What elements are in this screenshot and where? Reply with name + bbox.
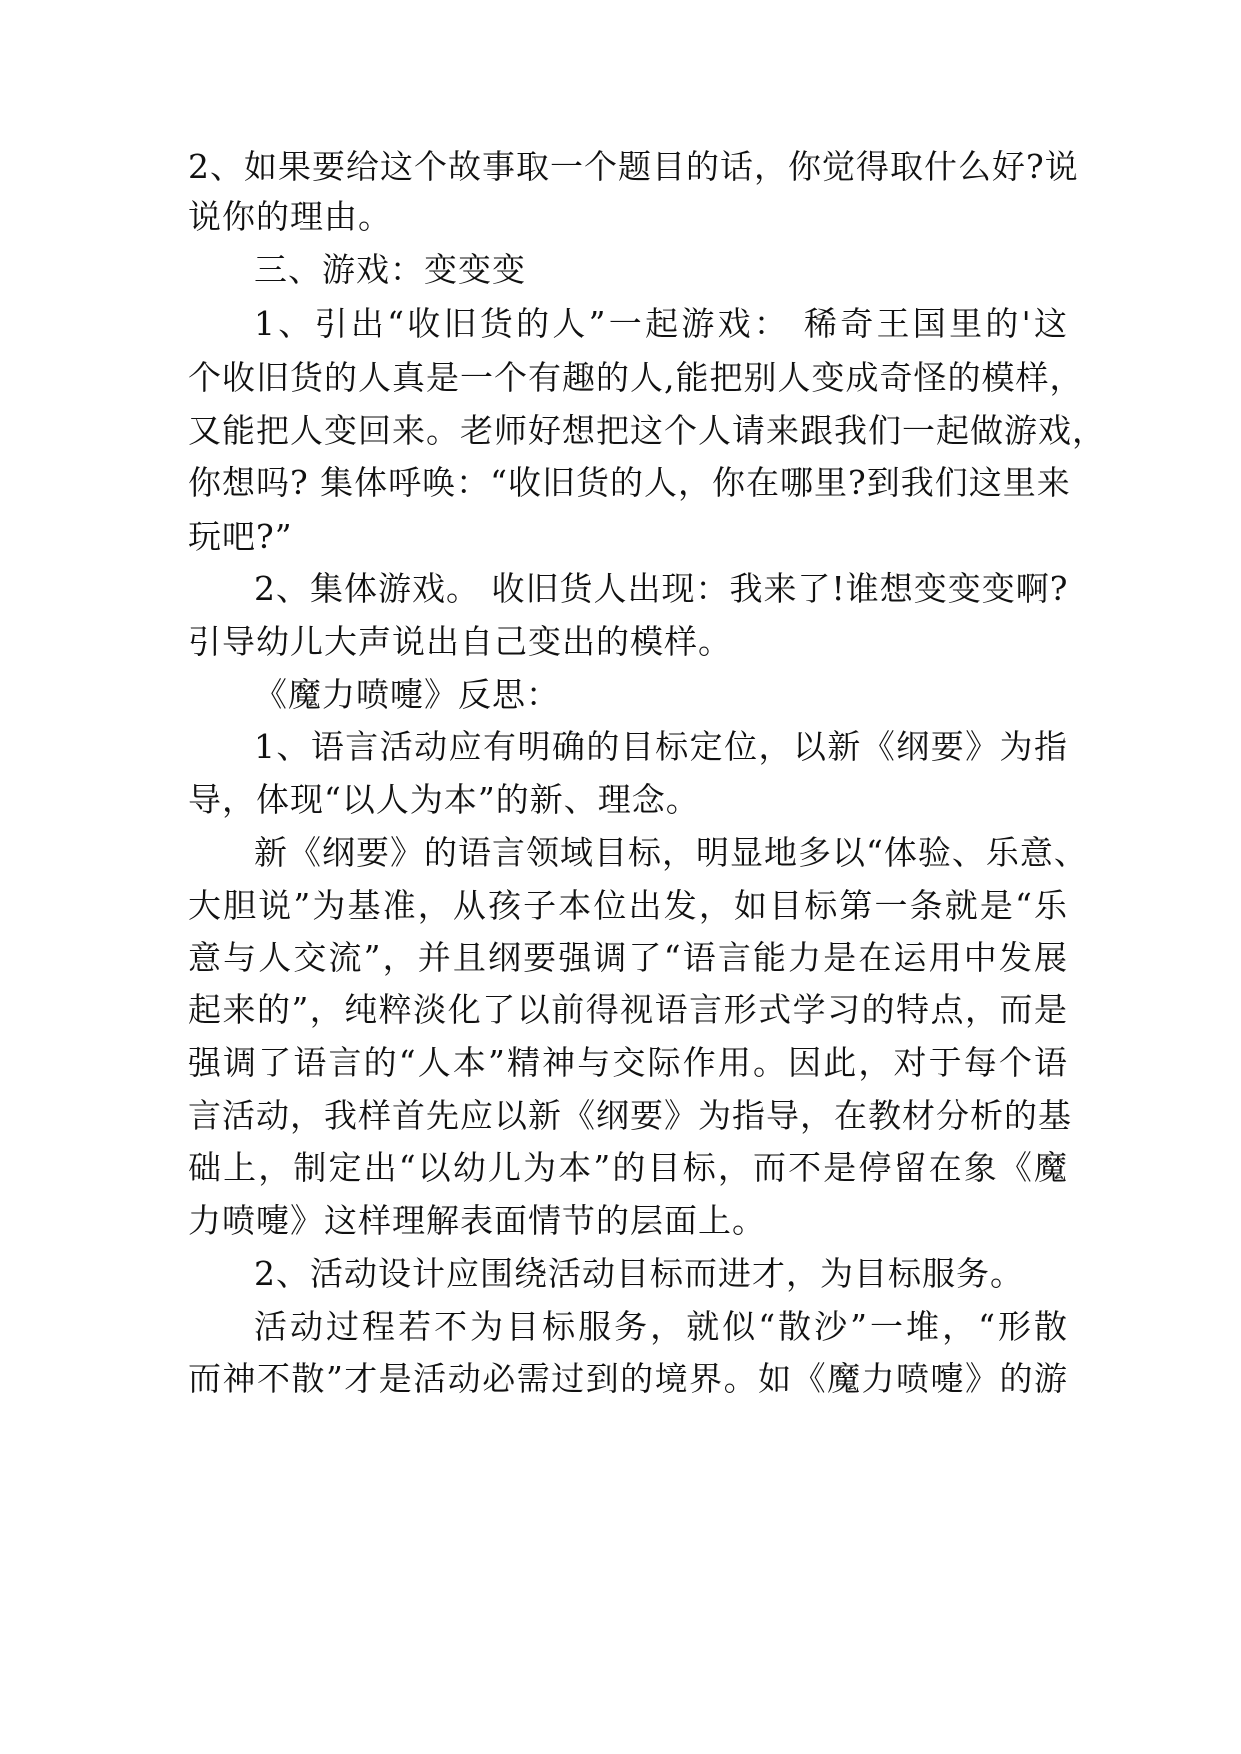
text-line: 1、语言活动应有明确的目标定位，以新《纲要》为指	[254, 727, 1068, 766]
text-line: 又能把人变回来。老师好想把这个人请来跟我们一起做游戏，	[188, 411, 1106, 450]
text-line: 2、如果要给这个故事取一个题目的话，你觉得取什么好?说	[188, 147, 1079, 186]
text-line: 导，体现“以人为本”的新、理念。	[188, 780, 700, 819]
text-line: 2、集体游戏。 收旧货人出现：我来了!谁想变变变啊?	[254, 569, 1069, 608]
text-line: 而神不散”才是活动必需过到的境界。如《魔力喷嚏》的游	[188, 1359, 1068, 1398]
text-line: 2、活动设计应围绕活动目标而进才，为目标服务。	[254, 1254, 1024, 1293]
text-line: 1、引出“收旧货的人”一起游戏： 稀奇王国里的'这	[254, 304, 1068, 343]
text-line: 起来的”，纯粹淡化了以前得视语言形式学习的特点，而是	[188, 990, 1068, 1029]
text-line: 力喷嚏》这样理解表面情节的层面上。	[188, 1201, 766, 1240]
text-line: 个收旧货的人真是一个有趣的人,能把别人变成奇怪的模样，	[188, 358, 1084, 397]
text-line: 意与人交流”，并且纲要强调了“语言能力是在运用中发展	[188, 938, 1068, 977]
text-line: 言活动，我样首先应以新《纲要》为指导，在教材分析的基	[188, 1096, 1072, 1135]
text-line: 说你的理由。	[188, 197, 392, 236]
text-line: 你想吗? 集体呼唤：“收旧货的人，你在哪里?到我们这里来	[188, 463, 1071, 502]
text-line: 引导幼儿大声说出自己变出的模样。	[188, 622, 732, 661]
section-heading: 三、游戏：变变变	[254, 250, 526, 289]
text-line: 础上，制定出“以幼儿为本”的目标，而不是停留在象《魔	[188, 1148, 1068, 1187]
text-line: 大胆说”为基准，从孩子本位出发，如目标第一条就是“乐	[188, 886, 1068, 925]
text-line: 强调了语言的“人本”精神与交际作用。因此，对于每个语	[188, 1043, 1068, 1082]
text-line: 活动过程若不为目标服务，就似“散沙”一堆，“形散	[254, 1307, 1068, 1346]
text-line: 新《纲要》的语言领域目标，明显地多以“体验、乐意、	[254, 833, 1088, 872]
text-line: 玩吧?”	[188, 517, 293, 556]
section-heading: 《魔力喷嚏》反思：	[254, 675, 560, 714]
